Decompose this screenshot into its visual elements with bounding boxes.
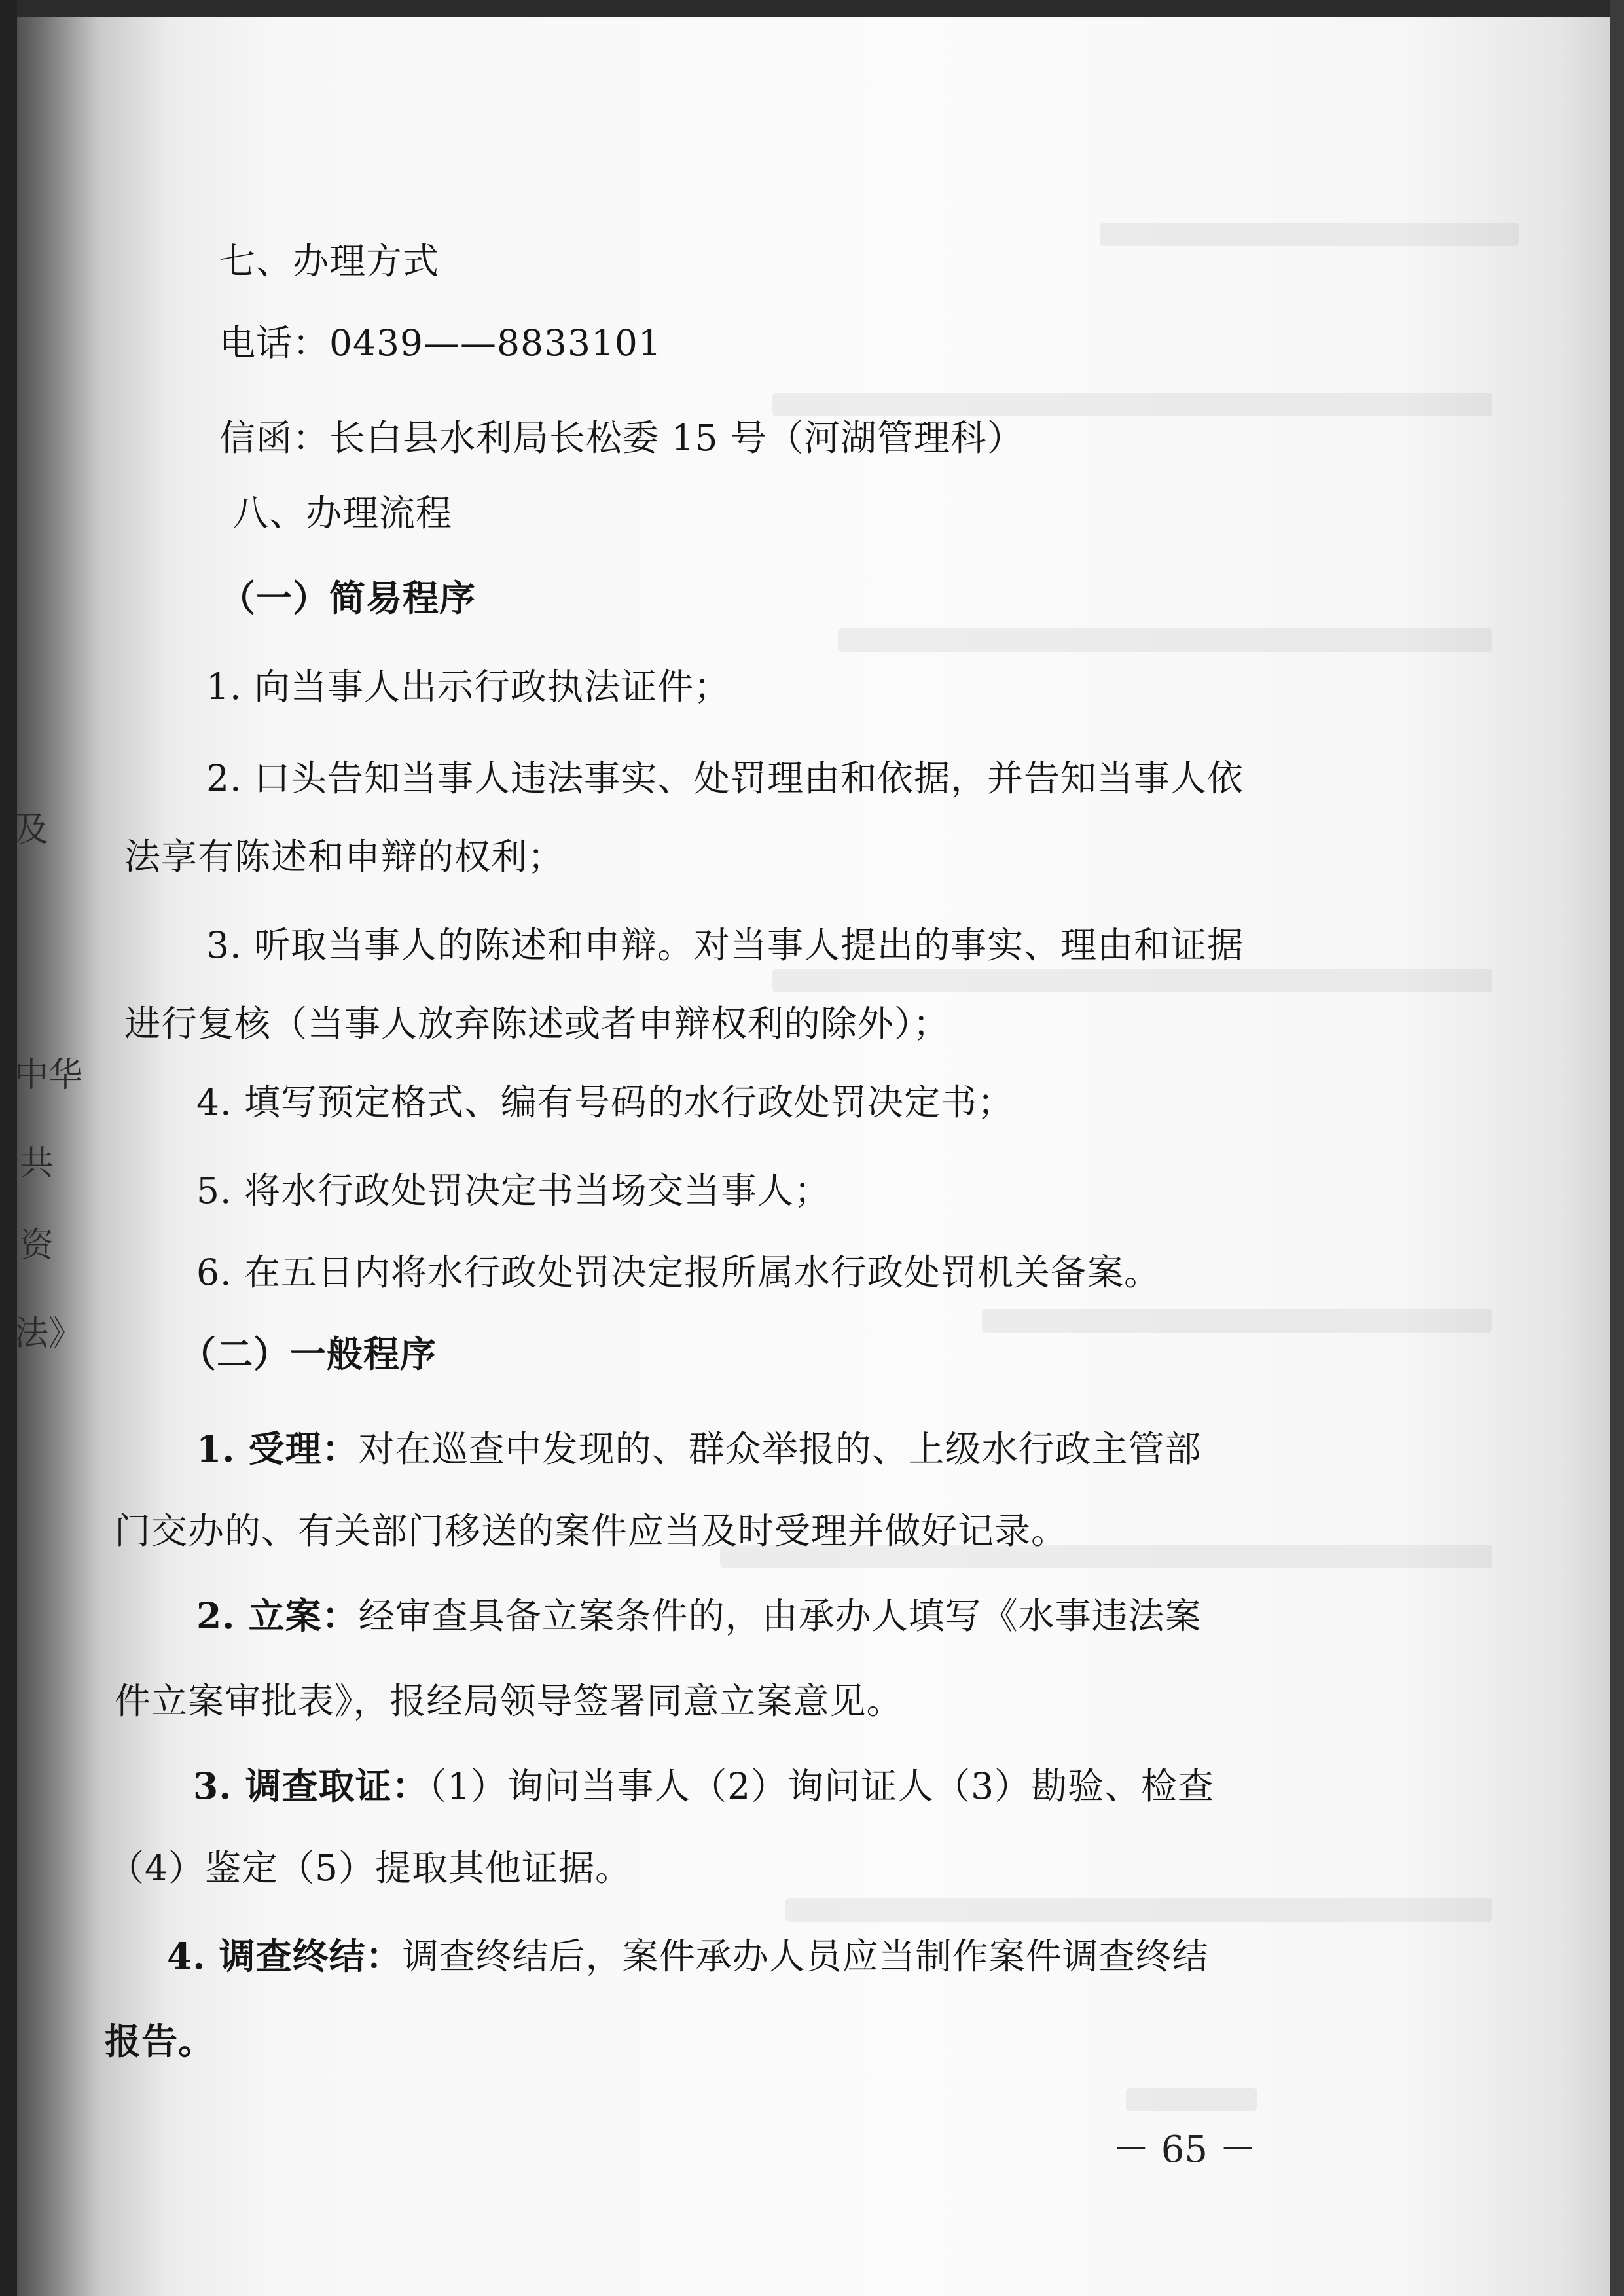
scan-right-border bbox=[1610, 0, 1624, 2296]
general-item-2-cont: 件立案审批表》，报经局领导签署同意立案意见。 bbox=[115, 1680, 903, 1722]
bleed-through-mark bbox=[982, 1309, 1492, 1333]
bleed-through-mark bbox=[785, 1898, 1492, 1922]
general-item-4-text: 调查终结后，案件承办人员应当制作案件调查终结 bbox=[402, 1935, 1209, 1977]
section-7-title: 七、办理方式 bbox=[219, 240, 440, 282]
simple-item-2-cont: 法享有陈述和申辩的权利； bbox=[124, 836, 565, 878]
general-item-2-text: 经审查具备立案条件的，由承办人填写《水事违法案 bbox=[358, 1595, 1202, 1637]
bleed-through-mark bbox=[838, 628, 1492, 652]
simple-item-6: 6. 在五日内将水行政处罚决定报所属水行政处罚机关备案。 bbox=[196, 1251, 1161, 1293]
section-8-title: 八、办理流程 bbox=[232, 492, 453, 534]
general-item-1 bbox=[196, 1420, 1202, 1472]
simple-item-4: 4. 填写预定格式、编有号码的水行政处罚决定书； bbox=[196, 1081, 1014, 1123]
margin-fragment: 资 bbox=[20, 1226, 54, 1265]
general-item-1-label: 1. 受理： bbox=[196, 1427, 359, 1470]
bleed-through-mark bbox=[1126, 2088, 1257, 2111]
general-item-2 bbox=[196, 1587, 1202, 1639]
general-item-2-label: 2. 立案： bbox=[196, 1594, 359, 1637]
simple-item-2: 2. 口头告知当事人违法事实、处罚理由和依据，并告知当事人依 bbox=[206, 757, 1244, 799]
general-item-1-text: 对在巡查中发现的、群众举报的、上级水行政主管部 bbox=[358, 1428, 1202, 1470]
general-item-4-label: 4. 调查终结： bbox=[167, 1935, 403, 1977]
simple-item-5: 5. 将水行政处罚决定书当场交当事人； bbox=[196, 1170, 831, 1211]
general-item-3-label: 3. 调查取证： bbox=[193, 1765, 429, 1807]
contact-phone: 电话：0439——8833101 bbox=[219, 322, 662, 364]
general-item-1-cont: 门交办的、有关部门移送的案件应当及时受理并做好记录。 bbox=[115, 1510, 1068, 1552]
general-procedure-title: （二）一般程序 bbox=[180, 1333, 437, 1375]
contact-letter: 信函：长白县水利局长松委 15 号（河湖管理科） bbox=[219, 417, 1024, 459]
margin-fragment: 及 bbox=[14, 810, 49, 850]
page-number: － 65 － bbox=[1113, 2128, 1256, 2171]
margin-fragment: 共 bbox=[20, 1144, 54, 1183]
general-item-3-cont: （4）鉴定（5）提取其他证据。 bbox=[108, 1847, 632, 1889]
general-item-3 bbox=[193, 1757, 1214, 1809]
general-item-4 bbox=[167, 1928, 1209, 1979]
bleed-through-mark bbox=[1100, 223, 1519, 246]
simple-item-3-cont: 进行复核（当事人放弃陈述或者申辩权利的除外）； bbox=[124, 1003, 950, 1045]
simple-item-1: 1. 向当事人出示行政执法证件； bbox=[206, 666, 731, 708]
scan-top-border bbox=[0, 0, 1624, 17]
margin-fragment: 法》 bbox=[14, 1314, 83, 1354]
scan-left-border bbox=[0, 0, 17, 2296]
general-item-4-cont: 报告。 bbox=[105, 2020, 215, 2062]
simple-item-3: 3. 听取当事人的陈述和申辩。对当事人提出的事实、理由和证据 bbox=[206, 924, 1244, 966]
simple-procedure-title: （一）简易程序 bbox=[219, 577, 477, 619]
bleed-through-mark bbox=[772, 969, 1492, 992]
margin-fragment: 中华 bbox=[14, 1056, 83, 1095]
general-item-3-text: （1）询问当事人（2）询问证人（3）勘验、检查 bbox=[428, 1765, 1215, 1807]
